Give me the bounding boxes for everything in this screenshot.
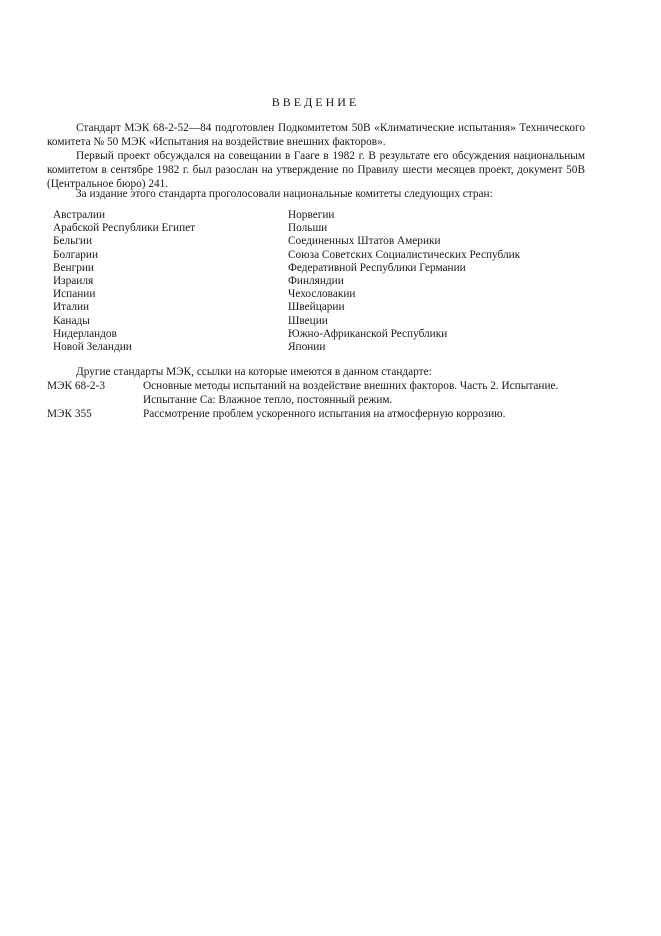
intro-paragraph-3 [47,187,585,201]
reference-item [47,407,587,421]
reference-item [47,379,587,407]
country-item: Венгрии [53,261,94,274]
country-item: Федеративной Республики Германии [288,261,466,274]
country-item: Швеции [288,314,328,327]
country-column-left [53,209,195,354]
paragraph-text: Первый проект обсуждался на совещании в Гааге в 1982 г. В результате его обсуждения национальным комитетом в сентябре 1982 г. был разослан на утверждение по Правилу шести месяцев проект, документ 50В (Центральное бюро) 241. [47,150,585,190]
country-item: Финляндии [288,275,344,288]
country-item: Нидерландов [53,327,117,340]
country-item: Новой Зеландии [53,341,132,354]
page-title: ВВЕДЕНИЕ [271,95,360,109]
country-item: Испании [53,288,96,301]
country-item: Японии [288,341,326,354]
paragraph-text: Стандарт МЭК 68-2-52—84 подготовлен Подкомитетом 50В «Климатические испытания» Технического комитета № 50 МЭК «Испытания на воздействие внешних факторов». [47,122,585,148]
reference-code: МЭК 68-2-3 [47,380,105,392]
country-item: Австралии [53,209,106,221]
paragraph-text: За издание этого стандарта проголосовали национальные комитеты следующих стран: [76,188,493,200]
country-item: Союза Советских Социалистических Республик [288,248,521,261]
country-item: Южно-Африканской Республики [288,327,448,340]
references-intro [47,365,585,379]
country-item: Израиля [53,275,94,288]
country-item: Соединенных Штатов Америки [288,235,441,248]
country-item: Швейцарии [288,301,345,314]
country-item: Чехословакии [288,288,356,301]
intro-paragraph-1 [47,121,585,149]
intro-paragraph-2 [47,149,585,191]
country-item: Польши [288,222,328,235]
country-column-right [288,209,520,354]
country-item: Норвегии [288,209,335,221]
paragraph-text: Другие стандарты МЭК, ссылки на которые имеются в данном стандарте: [76,366,432,378]
reference-text: Рассмотрение проблем ускоренного испытания на атмосферную коррозию. [143,408,506,420]
reference-text: Основные методы испытаний на воздействие внешних факторов. Часть 2. Испытание. Испытание Са: Влажное тепло, постоянный режим. [143,380,559,406]
country-item: Канады [53,314,90,327]
country-item: Болгарии [53,248,99,261]
country-item: Арабской Республики Египет [53,222,196,235]
references-list [47,379,587,421]
country-item: Бельгии [53,235,93,248]
country-item: Италии [53,301,90,314]
reference-code: МЭК 355 [47,408,92,420]
